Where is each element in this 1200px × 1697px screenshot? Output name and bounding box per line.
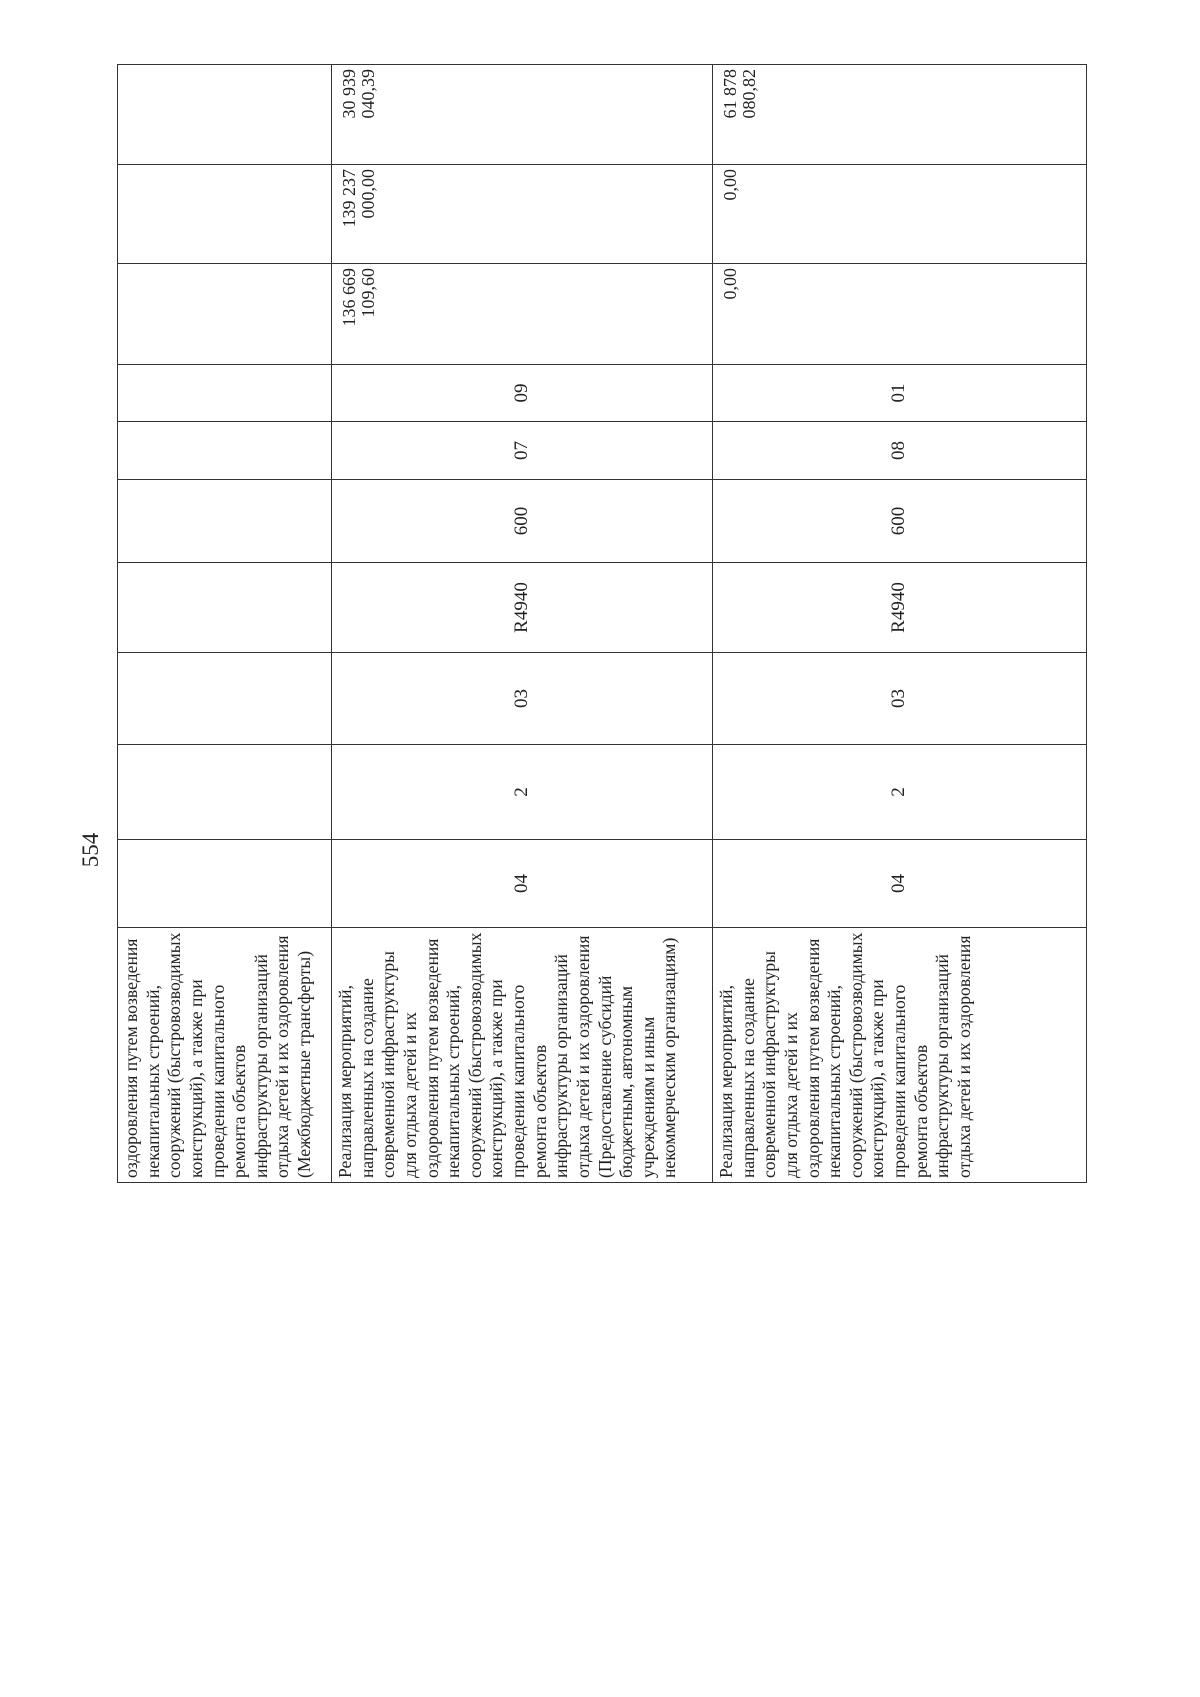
program-code-cell xyxy=(713,840,1087,928)
subprogram-code-cell xyxy=(713,745,1087,840)
direction-code-cell xyxy=(713,563,1087,653)
subprogram-code-cell xyxy=(332,745,713,840)
description-cell xyxy=(332,928,713,1183)
direction-code-text: R4940 xyxy=(510,582,532,633)
page-number: 554 xyxy=(78,832,103,868)
program-code-cell xyxy=(332,840,713,928)
subprogram-code-text: 2 xyxy=(510,787,532,797)
subsection-code-cell xyxy=(332,365,713,422)
expense-type-text: 600 xyxy=(510,506,532,536)
subsection-code-cell xyxy=(713,365,1087,422)
amount-year-1-text: 0,00 xyxy=(720,268,740,300)
description-text: Реализация мероприятий, направленных на создание современной инфраструктуры для отдыха детей и их оздоровления путем возведения некапитальных строений, сооружений (быстровозводимых конструкций), а также при проведении капитального ремонта объектов инфраструктуры организаций отдыха детей и их оздоровления (Предоставление субсидий бюджетным, автономным учреждениям и иным некоммерческим организациям) xyxy=(335,932,680,1178)
section-code-text: 08 xyxy=(888,441,910,460)
amount-year-2-cell xyxy=(713,165,1087,264)
subsection-code-text: 09 xyxy=(510,383,532,403)
amount-year-1-text: 136 669 109,60 xyxy=(339,268,379,327)
amount-year-3-cell xyxy=(118,65,332,165)
amount-year-3-text: 61 878 080,82 xyxy=(720,69,760,119)
direction-code-text: R4940 xyxy=(888,582,910,633)
expense-type-text: 600 xyxy=(888,506,910,536)
event-code-text: 03 xyxy=(888,689,910,708)
section-code-cell xyxy=(118,422,332,480)
amount-year-2-cell xyxy=(332,165,713,264)
subprogram-code-cell xyxy=(118,745,332,840)
amount-year-1-cell xyxy=(118,264,332,365)
direction-code-cell xyxy=(332,563,713,653)
description-text: оздоровления путем возведения некапитальных строений, сооружений (быстровозводимых конструкций), а также при проведении капитального ремонта объектов инфраструктуры организаций отдыха детей и их оздоровления (Межбюджетные трансферты) xyxy=(121,932,314,1178)
rotated-page-content xyxy=(117,65,1086,1183)
section-code-text: 07 xyxy=(510,441,532,460)
amount-year-2-text: 0,00 xyxy=(720,169,740,201)
amount-year-1-cell xyxy=(713,264,1087,365)
direction-code-cell xyxy=(118,563,332,653)
table-row xyxy=(332,65,713,1183)
description-cell xyxy=(713,928,1087,1183)
amount-year-3-cell xyxy=(332,65,713,165)
description-text: Реализация мероприятий, направленных на создание современной инфраструктуры для отдыха детей и их оздоровления путем возведения некапитальных строений, сооружений (быстровозводимых конструкций), а также при проведении капитального ремонта объектов инфраструктуры организаций отдыха детей и их оздоровления xyxy=(716,932,974,1178)
subsection-code-cell xyxy=(118,365,332,422)
expense-type-cell xyxy=(332,480,713,563)
section-code-cell xyxy=(332,422,713,480)
amount-year-1-cell xyxy=(332,264,713,365)
event-code-text: 03 xyxy=(510,689,532,708)
table-row xyxy=(713,65,1087,1183)
amount-year-3-cell xyxy=(713,65,1087,165)
subprogram-code-text: 2 xyxy=(888,787,910,797)
budget-table xyxy=(117,64,1087,1183)
description-cell xyxy=(118,928,332,1183)
program-code-text: 04 xyxy=(888,874,910,893)
amount-year-2-text: 139 237 000,00 xyxy=(339,169,379,228)
event-code-cell xyxy=(332,653,713,745)
event-code-cell xyxy=(118,653,332,745)
section-code-cell xyxy=(713,422,1087,480)
expense-type-cell xyxy=(713,480,1087,563)
event-code-cell xyxy=(713,653,1087,745)
amount-year-2-cell xyxy=(118,165,332,264)
program-code-text: 04 xyxy=(510,874,532,893)
program-code-cell xyxy=(118,840,332,928)
table-row xyxy=(118,65,332,1183)
expense-type-cell xyxy=(118,480,332,563)
amount-year-3-text: 30 939 040,39 xyxy=(339,69,379,119)
subsection-code-text: 01 xyxy=(888,383,910,403)
